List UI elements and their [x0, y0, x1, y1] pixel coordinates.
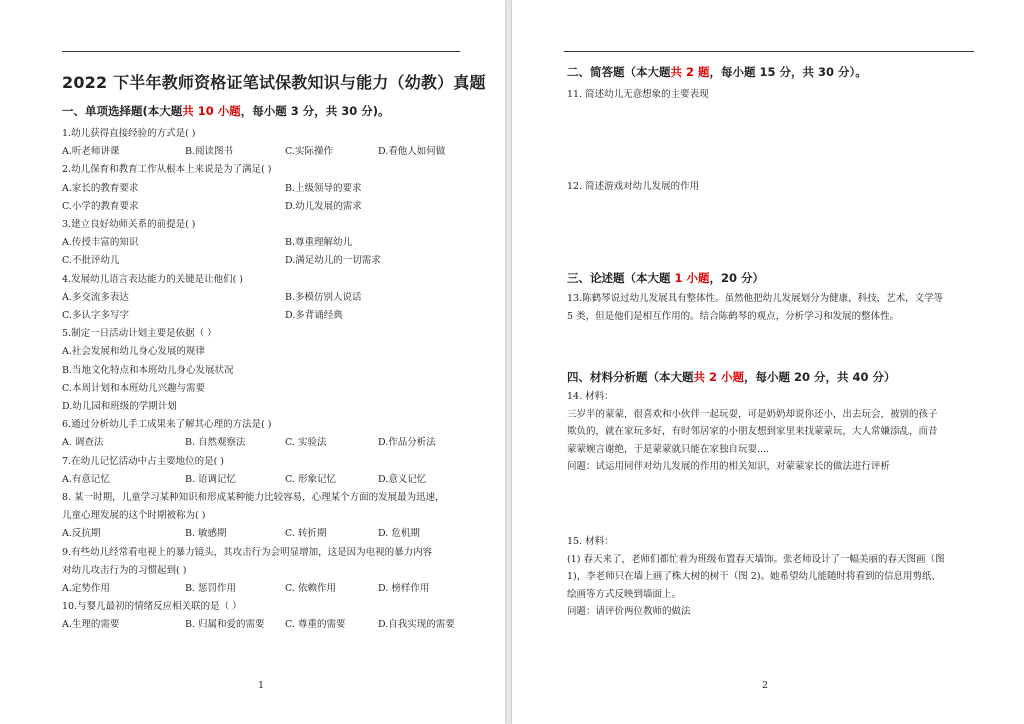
- question-stem-continued: 儿童心理发展的这个时期被称为( ): [62, 510, 206, 522]
- question-15: 15. 材料： (1) 春天来了，老师们都忙着为班级布置春天墙饰。张老师设计了一幅美丽的春天图画（图 1)，李老师只在墙上画了株大树的树干（图 2)。她希望幼儿能随时将看到的信息用剪纸、 绘画等方式反映到墙面上。 问题：请评价两位教师的做法: [567, 536, 945, 617]
- exam-title: 2022 下半年教师资格证笔试保教知识与能力（幼教）真题: [62, 73, 486, 92]
- answer-option: C.实际操作: [285, 146, 333, 158]
- page-number: 2: [762, 680, 769, 691]
- section-3-heading: 三、论述题（本大题 1 小题，20 分）: [567, 271, 765, 285]
- answer-option: C.小学的教育要求: [62, 200, 139, 212]
- question-stem: 8. 某一时期，儿童学习某种知识和形成某种能力比较容易，心理某个方面的发展最为迅速，: [62, 492, 445, 503]
- answer-option: D. 榜样作用: [378, 583, 430, 594]
- question-stem: 1.幼儿获得直接经验的方式是( ): [62, 128, 196, 139]
- answer-option: D.作品分析法: [378, 437, 436, 449]
- answer-option: C. 尊重的需要: [285, 619, 346, 631]
- answer-option: B.尊重理解幼儿: [285, 237, 353, 249]
- question-11: 11. 简述幼儿无意想象的主要表现: [567, 89, 709, 100]
- question-12: 12. 简述游戏对幼儿发展的作用: [567, 181, 700, 192]
- question-stem: 10.与婴儿最初的情绪反应相关联的是（ ）: [62, 601, 242, 613]
- answer-option: B.上级领导的要求: [285, 182, 362, 194]
- answer-option: A.有意记忆: [62, 473, 110, 485]
- answer-option: B. 自然观察法: [185, 437, 246, 449]
- answer-option: B.当地文化特点和本班幼儿身心发展状况: [62, 364, 234, 376]
- question-stem-continued: 对幼儿攻击行为的习惯起到( ): [62, 564, 187, 576]
- answer-option: B. 语调记忆: [185, 473, 237, 485]
- question-stem: 3.建立良好幼师关系的前提是( ): [62, 219, 196, 230]
- answer-option: A.传授丰富的知识: [62, 237, 139, 249]
- answer-option: A.社会发展和幼儿身心发展的规律: [62, 346, 205, 358]
- question-13: 13.陈鹤琴说过幼儿发展具有整体性。虽然他把幼儿发展划分为健康，科技，艺术，文学等 5 类，但是他们是相互作用的。结合陈鹤琴的观点，分析学习和发展的整体性。: [567, 293, 944, 322]
- answer-option: D.意义记忆: [378, 473, 427, 485]
- question-stem: 4.发展幼儿语言表达能力的关键是让他们( ): [62, 273, 243, 285]
- answer-option: A. 调查法: [62, 437, 104, 449]
- answer-option: A.生理的需要: [62, 619, 120, 631]
- answer-option: B.阅读图书: [185, 146, 234, 158]
- answer-option: C.多认字多写字: [62, 310, 129, 321]
- question-14: 14. 材料： 三岁半的蒙蒙，很喜欢和小伙伴一起玩耍，可是奶奶却说你还小，出去玩会，被别的孩子 欺负的，就在家玩多好，有时邻居家的小朋友想到家里来找蒙蒙玩，大人常嫌添乱，而昔 蒙蒙婉言谢绝，于是蒙蒙就只能在家独自玩耍.... 问题：试运用同伴对幼儿发展的作用的相关知识，对蒙蒙家长的做法进行评析: [567, 391, 938, 472]
- answer-option: D.幼儿发展的需求: [285, 200, 362, 212]
- answer-option: C. 转折期: [285, 528, 327, 540]
- header-rule: [564, 51, 974, 52]
- answer-option: D.看他人如何做: [378, 146, 446, 158]
- answer-option: D.幼儿园和班级的学期计划: [62, 401, 177, 412]
- answer-option: A.定势作用: [62, 583, 110, 594]
- answer-option: D.自我实现的需要: [378, 619, 455, 631]
- answer-option: B. 敏感期: [185, 528, 227, 540]
- section-1-heading: 一、单项选择题(本大题共 10 小题，每小题 3 分，共 30 分)。: [62, 104, 390, 118]
- answer-option: B. 惩罚作用: [185, 583, 237, 594]
- document-page-1: [0, 0, 505, 724]
- document-page-2: [512, 0, 1024, 724]
- section-2-heading: 二、简答题（本大题共 2 题，每小题 15 分，共 30 分）。: [567, 65, 867, 79]
- answer-option: C. 形象记忆: [285, 473, 336, 485]
- answer-option: C.本周计划和本班幼儿兴趣与需要: [62, 382, 205, 394]
- answer-option: D.满足幼儿的一切需求: [285, 255, 381, 267]
- answer-option: C.不批评幼儿: [62, 255, 120, 267]
- answer-option: B. 归属和爱的需要: [185, 619, 265, 631]
- answer-option: A.家长的教育要求: [62, 182, 139, 194]
- question-stem: 6.通过分析幼儿手工成果来了解其心理的方法是( ): [62, 419, 272, 431]
- answer-option: C. 依赖作用: [285, 583, 336, 594]
- question-stem: 9.有些幼儿经常看电视上的暴力镜头，其攻击行为会明显增加，这是因为电视的暴力内容: [62, 546, 433, 558]
- answer-option: C. 实验法: [285, 437, 327, 449]
- answer-option: A.反抗期: [62, 528, 101, 540]
- header-rule: [62, 51, 460, 52]
- question-stem: 2.幼儿保育和教育工作从根本上来说是为了满足( ): [62, 164, 272, 176]
- answer-option: D. 危机期: [378, 528, 420, 540]
- answer-option: A.听老师讲课: [62, 146, 120, 158]
- answer-option: B.多模仿别人说话: [285, 291, 362, 303]
- page-number: 1: [258, 680, 265, 691]
- section-4-heading: 四、材料分析题（本大题共 2 小题，每小题 20 分，共 40 分）: [567, 370, 896, 384]
- question-stem: 7.在幼儿记忆活动中占主要地位的是( ): [62, 455, 224, 467]
- answer-option: D.多背诵经典: [285, 310, 343, 321]
- answer-option: A.多交流多表达: [62, 291, 129, 303]
- question-stem: 5.制定一日活动计划主要是依据（ ）: [62, 328, 217, 340]
